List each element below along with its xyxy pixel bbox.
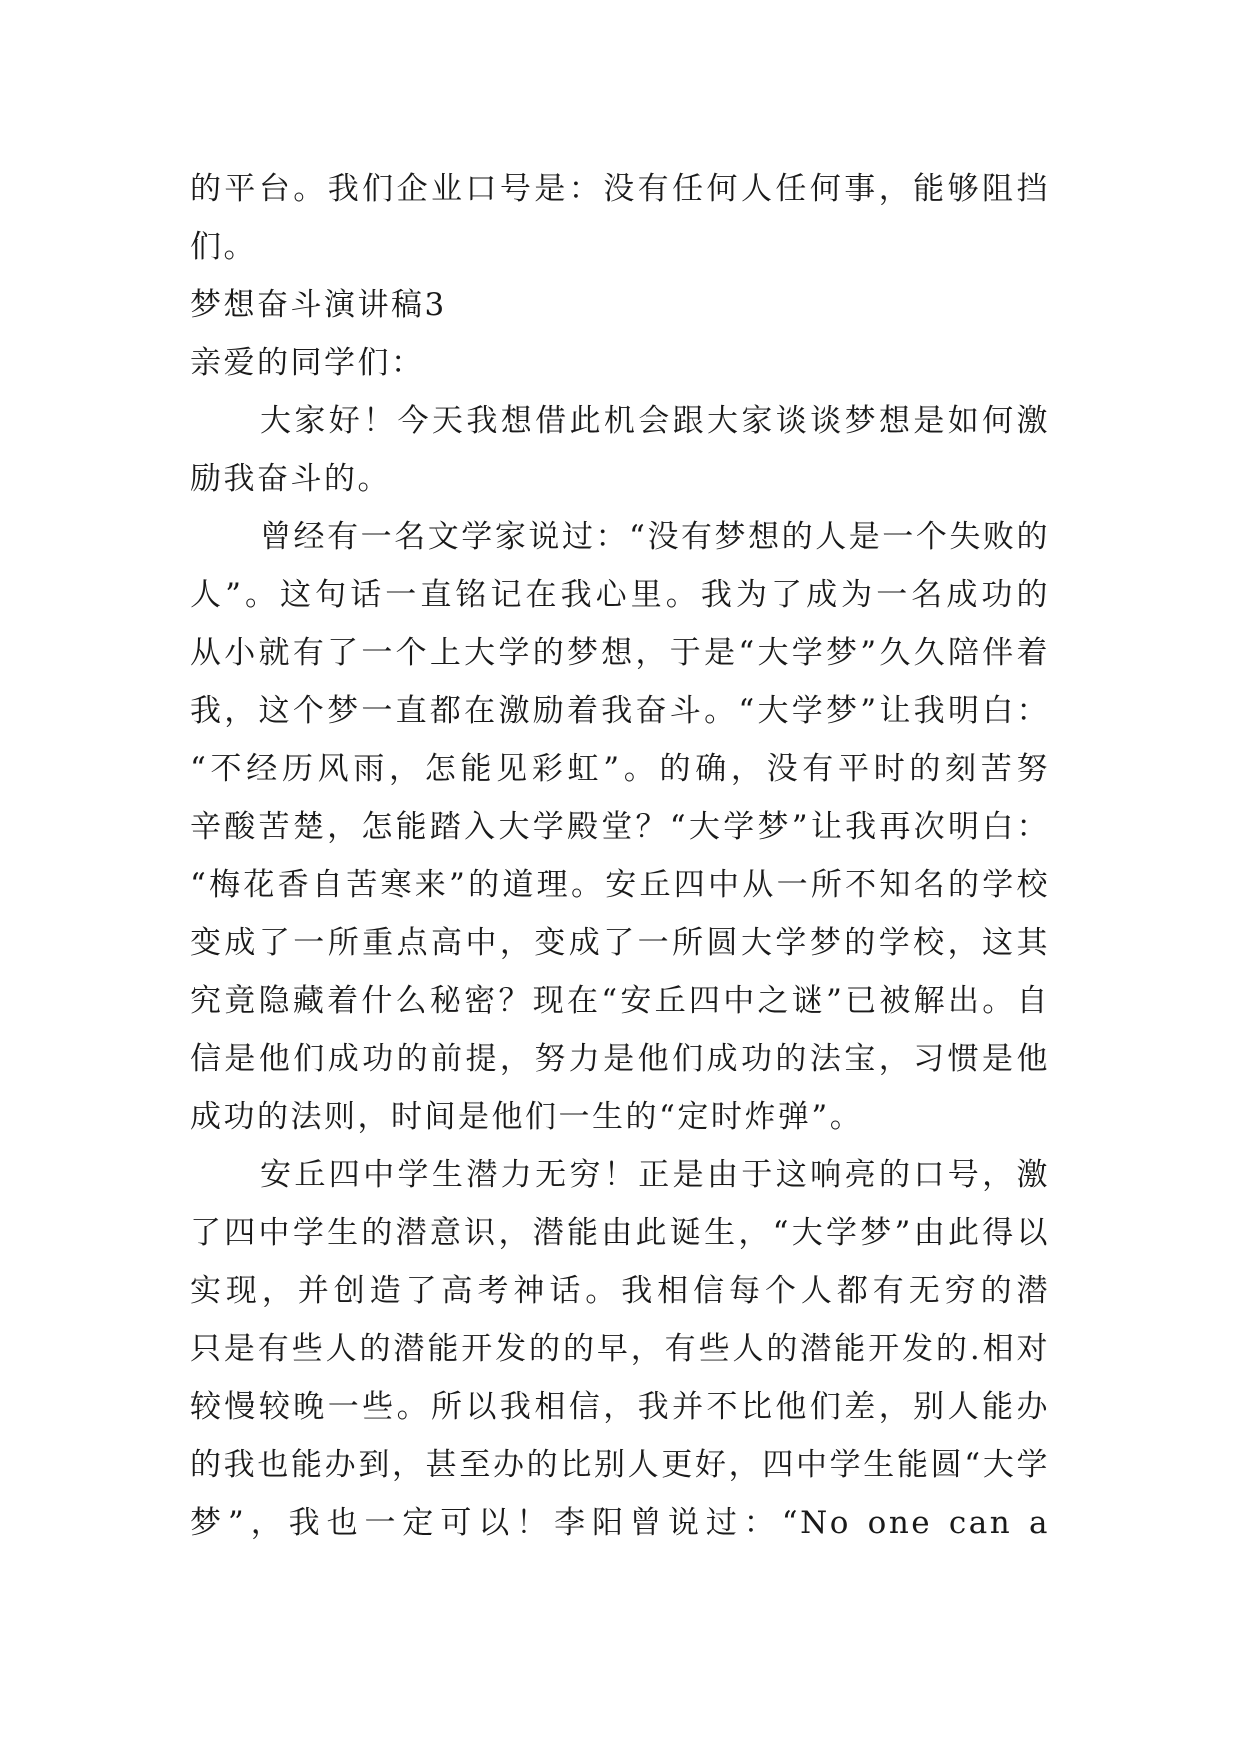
text-line-23: 的我也能办到，甚至办的比别人更好，四中学生能圆“大学: [190, 1447, 1050, 1483]
text-line-20: 实现，并创造了高考神话。我相信每个人都有无穷的潜: [190, 1273, 1050, 1309]
text-line-7: 曾经有一名文学家说过：“没有梦想的人是一个失败的: [260, 519, 1050, 555]
text-line-11: “不经历风雨，怎能见彩虹”。的确，没有平时的刻苦努: [190, 751, 1050, 787]
text-line-21: 只是有些人的潜能开发的的早，有些人的潜能开发的.相对: [190, 1331, 1050, 1367]
text-line-14: 变成了一所重点高中，变成了一所圆大学梦的学校，这其: [190, 925, 1050, 961]
text-line-24: 梦”，我也一定可以！李阳曾说过：“No one can a: [190, 1505, 1050, 1541]
text-line-6: 励我奋斗的。: [190, 461, 391, 497]
text-line-16: 信是他们成功的前提，努力是他们成功的法宝，习惯是他: [190, 1041, 1050, 1077]
text-line-18: 安丘四中学生潜力无穷！正是由于这响亮的口号，激: [260, 1157, 1050, 1193]
text-line-1: 的平台。我们企业口号是：没有任何人任何事，能够阻挡: [190, 171, 1050, 207]
document-page: [190, 160, 1050, 1552]
text-line-10: 我，这个梦一直都在激励着我奋斗。“大学梦”让我明白：: [190, 693, 1050, 729]
text-line-13: “梅花香自苦寒来”的道理。安丘四中从一所不知名的学校: [190, 867, 1050, 903]
text-line-15: 究竟隐藏着什么秘密？现在“安丘四中之谜”已被解出。自: [190, 983, 1050, 1019]
section-heading: 梦想奋斗演讲稿3: [190, 287, 447, 323]
text-line-5: 大家好！今天我想借此机会跟大家谈谈梦想是如何激: [260, 403, 1050, 439]
salutation: 亲爱的同学们：: [190, 345, 425, 381]
text-line-12: 辛酸苦楚，怎能踏入大学殿堂？“大学梦”让我再次明白：: [190, 809, 1050, 845]
text-line-17: 成功的法则，时间是他们一生的“定时炸弹”。: [190, 1099, 864, 1135]
text-line-9: 从小就有了一个上大学的梦想，于是“大学梦”久久陪伴着: [190, 635, 1050, 671]
text-line-8: 人”。这句话一直铭记在我心里。我为了成为一名成功的: [190, 577, 1050, 613]
text-line-22: 较慢较晚一些。所以我相信，我并不比他们差，别人能办: [190, 1389, 1050, 1425]
text-line-2: 们。: [190, 229, 257, 265]
text-line-19: 了四中学生的潜意识，潜能由此诞生，“大学梦”由此得以: [190, 1215, 1050, 1251]
